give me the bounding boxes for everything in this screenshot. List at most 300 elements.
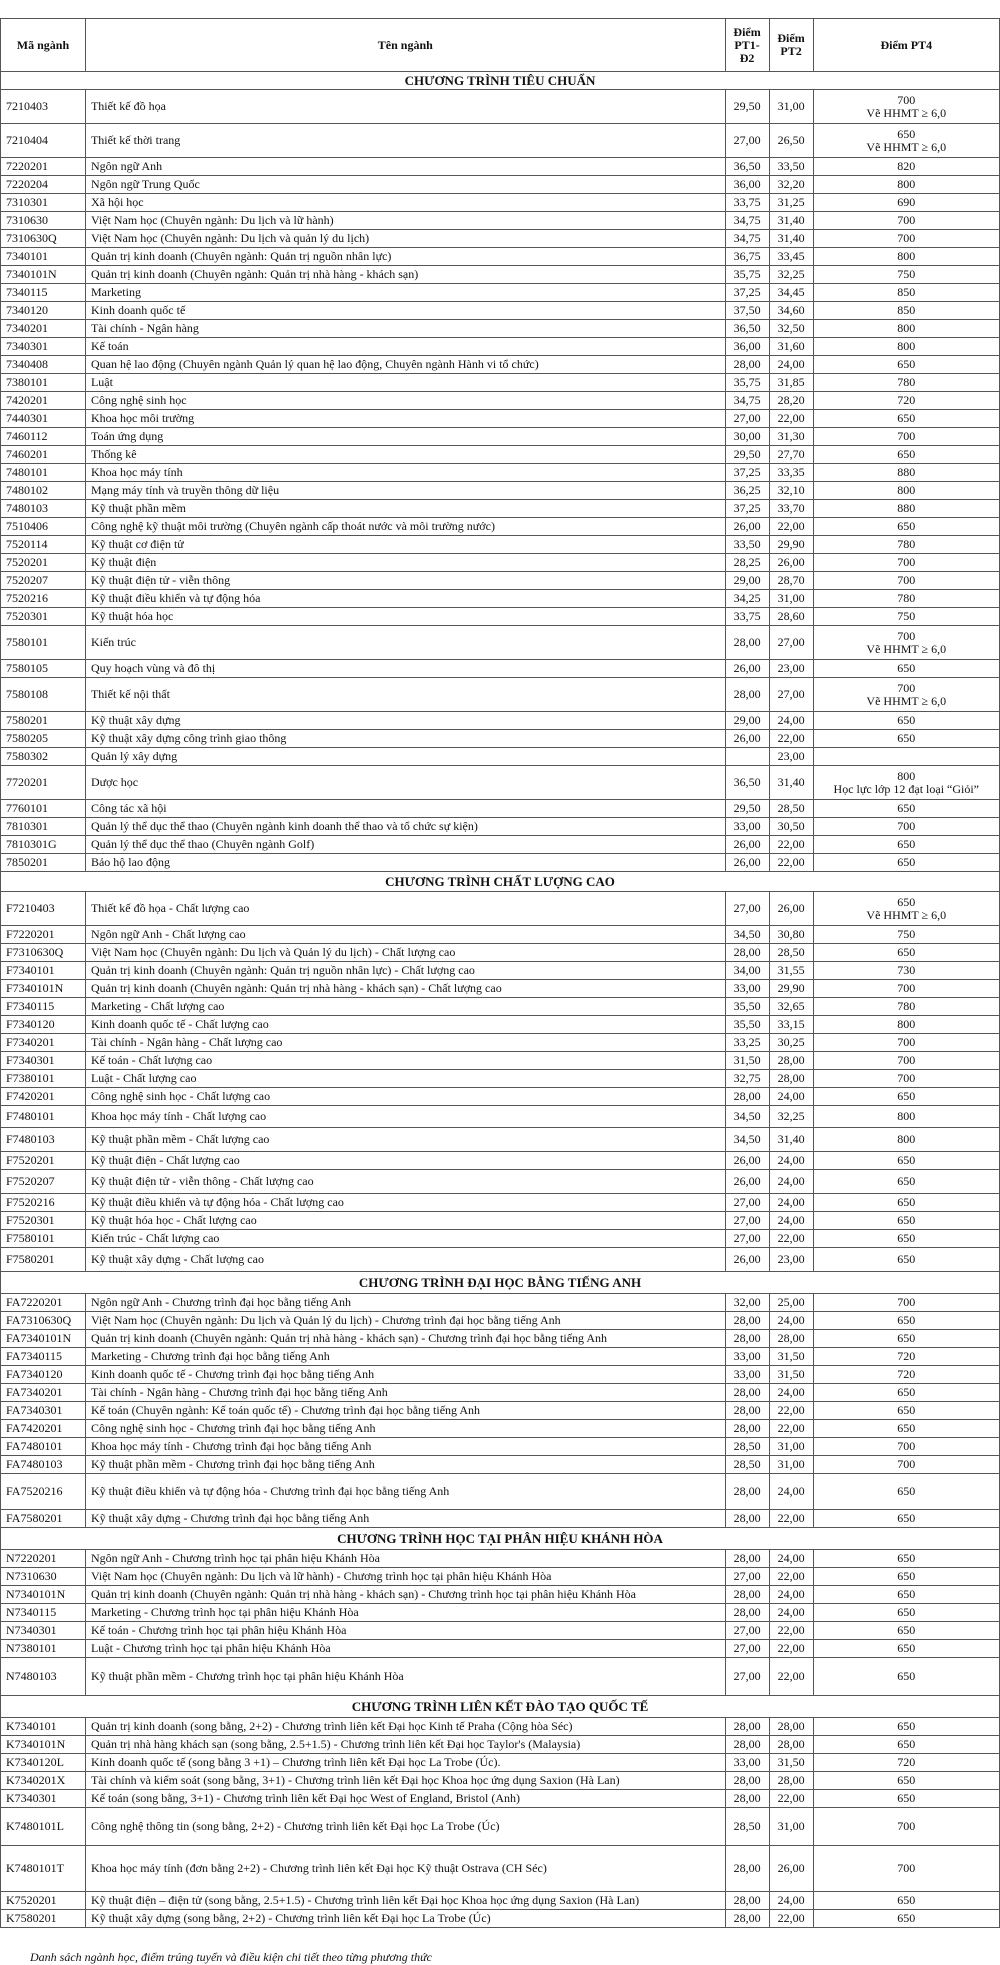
score-pt2-cell: 26,00 <box>769 1846 813 1892</box>
program-code-cell: K7340201X <box>1 1772 86 1790</box>
table-row <box>1 1106 1000 1128</box>
program-code-cell: 7310301 <box>1 194 86 212</box>
program-name-cell: Marketing <box>85 284 725 302</box>
section-title: CHƯƠNG TRÌNH CHẤT LƯỢNG CAO <box>1 872 1000 892</box>
score-pt1-cell: 26,00 <box>725 1170 769 1194</box>
program-code-cell: FA7220201 <box>1 1294 86 1312</box>
program-code-cell: 7520201 <box>1 554 86 572</box>
table-row <box>1 1586 1000 1604</box>
table-row <box>1 712 1000 730</box>
score-pt2-cell: 34,45 <box>769 284 813 302</box>
score-pt2-cell: 31,50 <box>769 1366 813 1384</box>
score-pt4-cell: 800 <box>813 1106 999 1128</box>
score-pt4-cell: 700 <box>813 554 999 572</box>
score-pt4-cell: 650 <box>813 1910 999 1928</box>
program-name-cell: Quản trị kinh doanh (Chuyên ngành: Quản trị nguồn nhân lực) <box>85 248 725 266</box>
program-name-cell: Quản lý xây dựng <box>85 748 725 766</box>
program-code-cell: 7520207 <box>1 572 86 590</box>
score-pt1-cell: 29,50 <box>725 446 769 464</box>
table-body <box>1 72 1000 1928</box>
score-pt2-cell: 29,90 <box>769 536 813 554</box>
program-code-cell: FA7520216 <box>1 1474 86 1510</box>
program-code-cell: F7340301 <box>1 1052 86 1070</box>
score-pt4-cell: 780 <box>813 998 999 1016</box>
table-row <box>1 1438 1000 1456</box>
score-pt1-cell: 28,00 <box>725 1604 769 1622</box>
score-pt2-cell: 28,60 <box>769 608 813 626</box>
score-pt1-cell: 28,00 <box>725 1910 769 1928</box>
score-pt2-cell: 24,00 <box>769 1604 813 1622</box>
table-row <box>1 1248 1000 1272</box>
program-name-cell: Kinh doanh quốc tế <box>85 302 725 320</box>
program-code-cell: 7580101 <box>1 626 86 660</box>
program-name-cell: Kỹ thuật hóa học - Chất lượng cao <box>85 1212 725 1230</box>
score-pt2-cell: 32,10 <box>769 482 813 500</box>
score-pt4-cell: 650 <box>813 1212 999 1230</box>
program-code-cell: 7480101 <box>1 464 86 482</box>
score-pt4-cell: 650 Vẽ HHMT ≥ 6,0 <box>813 124 999 158</box>
score-pt1-cell: 34,00 <box>725 962 769 980</box>
score-pt4-cell: 750 <box>813 608 999 626</box>
score-pt2-cell: 30,50 <box>769 818 813 836</box>
score-pt1-cell: 28,00 <box>725 1790 769 1808</box>
score-pt1-cell: 36,50 <box>725 320 769 338</box>
score-pt4-cell: 750 <box>813 266 999 284</box>
score-pt2-cell: 22,00 <box>769 1910 813 1928</box>
program-code-cell: N7380101 <box>1 1640 86 1658</box>
program-name-cell: Marketing - Chương trình học tại phân hiệu Khánh Hòa <box>85 1604 725 1622</box>
score-pt1-cell: 34,25 <box>725 590 769 608</box>
program-name-cell: Kinh doanh quốc tế - Chương trình đại học bằng tiếng Anh <box>85 1366 725 1384</box>
score-pt4-cell: 650 <box>813 1330 999 1348</box>
score-pt2-cell: 31,50 <box>769 1754 813 1772</box>
program-code-cell: FA7340201 <box>1 1384 86 1402</box>
score-pt2-cell: 32,25 <box>769 266 813 284</box>
program-code-cell: N7480103 <box>1 1658 86 1696</box>
score-pt2-cell: 27,00 <box>769 626 813 660</box>
table-row <box>1 748 1000 766</box>
table-row <box>1 1474 1000 1510</box>
table-row <box>1 1892 1000 1910</box>
table-row <box>1 500 1000 518</box>
program-code-cell: 7340301 <box>1 338 86 356</box>
score-pt1-cell: 29,50 <box>725 90 769 124</box>
score-pt4-cell: 880 <box>813 500 999 518</box>
score-pt2-cell: 22,00 <box>769 518 813 536</box>
score-pt2-cell: 30,25 <box>769 1034 813 1052</box>
table-row <box>1 730 1000 748</box>
score-pt4-cell: 780 <box>813 590 999 608</box>
score-pt1-cell: 26,00 <box>725 854 769 872</box>
score-pt4-cell: 720 <box>813 392 999 410</box>
score-pt1-cell: 27,00 <box>725 1568 769 1586</box>
score-pt4-cell: 700 <box>813 1052 999 1070</box>
score-pt2-cell: 31,00 <box>769 590 813 608</box>
score-pt2-cell: 31,40 <box>769 766 813 800</box>
score-pt2-cell: 32,65 <box>769 998 813 1016</box>
score-pt1-cell: 28,50 <box>725 1456 769 1474</box>
score-pt4-cell: 800 <box>813 320 999 338</box>
program-name-cell: Công nghệ sinh học <box>85 392 725 410</box>
section-title: CHƯƠNG TRÌNH LIÊN KẾT ĐÀO TẠO QUỐC TẾ <box>1 1696 1000 1718</box>
table-row <box>1 980 1000 998</box>
score-pt1-cell: 28,00 <box>725 678 769 712</box>
score-pt1-cell: 37,25 <box>725 284 769 302</box>
score-pt4-cell: 650 <box>813 518 999 536</box>
program-name-cell: Dược học <box>85 766 725 800</box>
score-pt2-cell: 31,00 <box>769 1808 813 1846</box>
program-code-cell: FA7340101N <box>1 1330 86 1348</box>
program-name-cell: Kiến trúc - Chất lượng cao <box>85 1230 725 1248</box>
program-code-cell: F7520201 <box>1 1152 86 1170</box>
table-row <box>1 1604 1000 1622</box>
table-row <box>1 464 1000 482</box>
program-name-cell: Việt Nam học (Chuyên ngành: Du lịch và Quản lý du lịch) - Chất lượng cao <box>85 944 725 962</box>
score-pt2-cell: 31,55 <box>769 962 813 980</box>
program-code-cell: 7480102 <box>1 482 86 500</box>
score-pt1-cell: 28,00 <box>725 1736 769 1754</box>
score-pt2-cell: 31,00 <box>769 1438 813 1456</box>
program-name-cell: Quản trị kinh doanh (Chuyên ngành: Quản trị nhà hàng - khách sạn) - Chương trình đại học bằng tiếng Anh <box>85 1330 725 1348</box>
score-pt1-cell: 28,00 <box>725 1550 769 1568</box>
score-pt2-cell: 22,00 <box>769 1510 813 1528</box>
score-pt1-cell: 28,00 <box>725 1718 769 1736</box>
score-pt1-cell: 29,00 <box>725 572 769 590</box>
score-pt2-cell: 24,00 <box>769 712 813 730</box>
table-row <box>1 1622 1000 1640</box>
program-name-cell: Công nghệ sinh học - Chương trình đại học bằng tiếng Anh <box>85 1420 725 1438</box>
section-title: CHƯƠNG TRÌNH HỌC TẠI PHÂN HIỆU KHÁNH HÒA <box>1 1528 1000 1550</box>
table-row <box>1 90 1000 124</box>
program-name-cell: Quản trị kinh doanh (song bằng, 2+2) - Chương trình liên kết Đại học Kinh tế Praha (Cộng hòa Séc) <box>85 1718 725 1736</box>
program-code-cell: K7580201 <box>1 1910 86 1928</box>
program-code-cell: N7340301 <box>1 1622 86 1640</box>
table-row <box>1 678 1000 712</box>
score-pt2-cell: 23,00 <box>769 1248 813 1272</box>
score-pt1-cell: 28,00 <box>725 1420 769 1438</box>
program-code-cell: 7460112 <box>1 428 86 446</box>
table-row <box>1 410 1000 428</box>
score-pt4-cell: 700 <box>813 980 999 998</box>
score-pt4-cell: 650 <box>813 1402 999 1420</box>
score-pt4-cell: 720 <box>813 1366 999 1384</box>
program-code-cell: 7340101 <box>1 248 86 266</box>
score-pt4-cell: 650 <box>813 1622 999 1640</box>
program-code-cell: 7580108 <box>1 678 86 712</box>
program-code-cell: K7340301 <box>1 1790 86 1808</box>
score-pt2-cell: 33,45 <box>769 248 813 266</box>
score-pt4-cell: 700 <box>813 818 999 836</box>
program-name-cell: Việt Nam học (Chuyên ngành: Du lịch và lữ hành) <box>85 212 725 230</box>
score-pt1-cell: 36,00 <box>725 338 769 356</box>
program-name-cell: Công tác xã hội <box>85 800 725 818</box>
program-code-cell: F7580201 <box>1 1248 86 1272</box>
table-row <box>1 1294 1000 1312</box>
score-pt4-cell: 650 <box>813 660 999 678</box>
table-row <box>1 1230 1000 1248</box>
score-pt4-cell: 700 <box>813 1438 999 1456</box>
score-pt2-cell: 32,50 <box>769 320 813 338</box>
program-code-cell: 7580205 <box>1 730 86 748</box>
program-name-cell: Thiết kế nội thất <box>85 678 725 712</box>
score-pt2-cell: 26,00 <box>769 892 813 926</box>
program-name-cell: Kỹ thuật điều khiển và tự động hóa <box>85 590 725 608</box>
table-row <box>1 1510 1000 1528</box>
table-row <box>1 1366 1000 1384</box>
program-name-cell: Kỹ thuật điện <box>85 554 725 572</box>
score-pt1-cell: 33,75 <box>725 194 769 212</box>
program-code-cell: K7480101L <box>1 1808 86 1846</box>
header-pt2: Điểm PT2 <box>769 19 813 72</box>
table-row <box>1 1052 1000 1070</box>
score-pt2-cell: 22,00 <box>769 1568 813 1586</box>
score-pt2-cell: 24,00 <box>769 356 813 374</box>
table-row <box>1 1754 1000 1772</box>
program-code-cell: 7340101N <box>1 266 86 284</box>
program-code-cell: N7340101N <box>1 1586 86 1604</box>
table-row <box>1 892 1000 926</box>
table-row <box>1 482 1000 500</box>
program-name-cell: Việt Nam học (Chuyên ngành: Du lịch và lữ hành) - Chương trình học tại phân hiệu Khánh Hòa <box>85 1568 725 1586</box>
score-pt1-cell: 29,50 <box>725 800 769 818</box>
program-code-cell: F7340115 <box>1 998 86 1016</box>
score-pt4-cell: 800 <box>813 176 999 194</box>
score-pt2-cell: 24,00 <box>769 1550 813 1568</box>
program-code-cell: N7310630 <box>1 1568 86 1586</box>
program-name-cell: Ngôn ngữ Anh <box>85 158 725 176</box>
program-name-cell: Thống kê <box>85 446 725 464</box>
score-pt4-cell: 700 Vẽ HHMT ≥ 6,0 <box>813 626 999 660</box>
program-code-cell: N7220201 <box>1 1550 86 1568</box>
score-pt1-cell: 34,50 <box>725 1128 769 1152</box>
score-pt1-cell: 33,75 <box>725 608 769 626</box>
score-pt2-cell: 24,00 <box>769 1586 813 1604</box>
table-row <box>1 590 1000 608</box>
score-pt4-cell: 650 <box>813 1658 999 1696</box>
table-row <box>1 1070 1000 1088</box>
program-name-cell: Tài chính - Ngân hàng - Chất lượng cao <box>85 1034 725 1052</box>
section-title: CHƯƠNG TRÌNH TIÊU CHUẨN <box>1 72 1000 90</box>
score-pt2-cell: 28,00 <box>769 1052 813 1070</box>
score-pt4-cell <box>813 748 999 766</box>
program-name-cell: Quy hoạch vùng và đô thị <box>85 660 725 678</box>
program-name-cell: Quản trị kinh doanh (Chuyên ngành: Quản trị nguồn nhân lực) - Chất lượng cao <box>85 962 725 980</box>
score-pt2-cell: 33,35 <box>769 464 813 482</box>
program-name-cell: Kế toán <box>85 338 725 356</box>
score-pt1-cell: 36,00 <box>725 176 769 194</box>
score-pt1-cell: 30,00 <box>725 428 769 446</box>
program-code-cell: 7510406 <box>1 518 86 536</box>
score-pt2-cell: 29,90 <box>769 980 813 998</box>
score-pt2-cell: 30,80 <box>769 926 813 944</box>
score-pt4-cell: 720 <box>813 1348 999 1366</box>
program-name-cell: Công nghệ sinh học - Chất lượng cao <box>85 1088 725 1106</box>
score-pt4-cell: 750 <box>813 926 999 944</box>
program-code-cell: F7220201 <box>1 926 86 944</box>
table-row <box>1 572 1000 590</box>
table-row <box>1 1212 1000 1230</box>
program-name-cell: Kỹ thuật phần mềm - Chương trình học tại phân hiệu Khánh Hòa <box>85 1658 725 1696</box>
table-row <box>1 248 1000 266</box>
score-pt4-cell: 700 <box>813 230 999 248</box>
program-name-cell: Khoa học máy tính - Chương trình đại học bằng tiếng Anh <box>85 1438 725 1456</box>
score-pt1-cell: 26,00 <box>725 836 769 854</box>
score-pt1-cell: 28,00 <box>725 1384 769 1402</box>
program-name-cell: Quản trị kinh doanh (Chuyên ngành: Quản trị nhà hàng - khách sạn) - Chương trình học tại phân hiệu Khánh Hòa <box>85 1586 725 1604</box>
score-pt1-cell: 35,50 <box>725 998 769 1016</box>
program-name-cell: Kỹ thuật xây dựng - Chất lượng cao <box>85 1248 725 1272</box>
header-ma-nganh: Mã ngành <box>1 19 86 72</box>
section-header-row <box>1 872 1000 892</box>
table-header-row <box>1 19 1000 72</box>
program-code-cell: F7480103 <box>1 1128 86 1152</box>
score-pt2-cell: 31,25 <box>769 194 813 212</box>
table-row <box>1 1846 1000 1892</box>
table-row <box>1 1016 1000 1034</box>
score-pt1-cell: 34,75 <box>725 230 769 248</box>
table-row <box>1 1348 1000 1366</box>
score-pt1-cell: 33,00 <box>725 1754 769 1772</box>
score-pt4-cell: 720 <box>813 1754 999 1772</box>
table-row <box>1 1034 1000 1052</box>
score-pt2-cell: 34,60 <box>769 302 813 320</box>
score-pt4-cell: 650 <box>813 1194 999 1212</box>
program-code-cell: 7340408 <box>1 356 86 374</box>
table-row <box>1 1456 1000 1474</box>
score-pt1-cell: 28,00 <box>725 1474 769 1510</box>
program-name-cell: Kỹ thuật cơ điện tử <box>85 536 725 554</box>
table-row <box>1 446 1000 464</box>
table-row <box>1 660 1000 678</box>
score-pt1-cell: 26,00 <box>725 518 769 536</box>
score-pt4-cell: 650 <box>813 1248 999 1272</box>
program-code-cell: F7580101 <box>1 1230 86 1248</box>
program-name-cell: Kỹ thuật điện tử - viễn thông <box>85 572 725 590</box>
score-pt1-cell: 35,50 <box>725 1016 769 1034</box>
program-name-cell: Marketing - Chất lượng cao <box>85 998 725 1016</box>
table-row <box>1 158 1000 176</box>
program-name-cell: Tài chính và kiểm soát (song bằng, 3+1) - Chương trình liên kết Đại học Khoa học ứng dụng Saxion (Hà Lan) <box>85 1772 725 1790</box>
score-pt4-cell: 700 Vẽ HHMT ≥ 6,0 <box>813 90 999 124</box>
table-row <box>1 1330 1000 1348</box>
program-code-cell: 7340115 <box>1 284 86 302</box>
program-code-cell: 7210404 <box>1 124 86 158</box>
score-pt2-cell: 33,15 <box>769 1016 813 1034</box>
score-pt4-cell: 650 <box>813 1420 999 1438</box>
score-pt4-cell: 780 <box>813 536 999 554</box>
table-row <box>1 356 1000 374</box>
table-row <box>1 1194 1000 1212</box>
program-name-cell: Kế toán - Chương trình học tại phân hiệu Khánh Hòa <box>85 1622 725 1640</box>
program-code-cell: 7220204 <box>1 176 86 194</box>
program-code-cell: 7340120 <box>1 302 86 320</box>
score-pt2-cell: 22,00 <box>769 1790 813 1808</box>
table-row <box>1 1640 1000 1658</box>
score-pt4-cell: 650 <box>813 1152 999 1170</box>
program-code-cell: FA7580201 <box>1 1510 86 1528</box>
score-pt4-cell: 850 <box>813 302 999 320</box>
score-pt4-cell: 700 <box>813 212 999 230</box>
program-name-cell: Kinh doanh quốc tế - Chất lượng cao <box>85 1016 725 1034</box>
table-row <box>1 1658 1000 1696</box>
table-row <box>1 944 1000 962</box>
table-row <box>1 1808 1000 1846</box>
score-pt2-cell: 31,00 <box>769 90 813 124</box>
score-pt1-cell: 34,75 <box>725 392 769 410</box>
score-pt4-cell: 650 <box>813 800 999 818</box>
score-pt2-cell: 22,00 <box>769 1658 813 1696</box>
program-name-cell: Quản trị kinh doanh (Chuyên ngành: Quản trị nhà hàng - khách sạn) <box>85 266 725 284</box>
score-pt4-cell: 700 <box>813 1034 999 1052</box>
score-pt1-cell: 28,00 <box>725 1088 769 1106</box>
score-pt2-cell: 28,00 <box>769 1330 813 1348</box>
program-code-cell: 7520301 <box>1 608 86 626</box>
score-pt2-cell: 22,00 <box>769 730 813 748</box>
score-pt1-cell: 28,00 <box>725 944 769 962</box>
score-pt2-cell: 28,50 <box>769 944 813 962</box>
program-name-cell: Kế toán (song bằng, 3+1) - Chương trình liên kết Đại học West of England, Bristol (Anh) <box>85 1790 725 1808</box>
table-row <box>1 284 1000 302</box>
score-pt2-cell: 22,00 <box>769 410 813 428</box>
program-name-cell: Kỹ thuật điện - Chất lượng cao <box>85 1152 725 1170</box>
program-name-cell: Kỹ thuật xây dựng công trình giao thông <box>85 730 725 748</box>
score-pt1-cell: 28,00 <box>725 1772 769 1790</box>
score-pt1-cell: 27,00 <box>725 892 769 926</box>
program-name-cell: Kỹ thuật xây dựng <box>85 712 725 730</box>
table-row <box>1 1384 1000 1402</box>
program-name-cell: Luật - Chất lượng cao <box>85 1070 725 1088</box>
score-pt4-cell: 800 Học lực lớp 12 đạt loại “Giỏi” <box>813 766 999 800</box>
score-pt4-cell: 700 <box>813 1294 999 1312</box>
table-row <box>1 1910 1000 1928</box>
program-code-cell: 7720201 <box>1 766 86 800</box>
table-row <box>1 1550 1000 1568</box>
score-pt1-cell: 28,00 <box>725 1892 769 1910</box>
score-pt4-cell: 650 <box>813 1312 999 1330</box>
table-row <box>1 608 1000 626</box>
program-code-cell: F7340120 <box>1 1016 86 1034</box>
table-row <box>1 518 1000 536</box>
program-code-cell: 7420201 <box>1 392 86 410</box>
program-name-cell: Quản trị nhà hàng khách sạn (song bằng, 2.5+1.5) - Chương trình liên kết Đại học Taylor's (Malaysia) <box>85 1736 725 1754</box>
section-header-row <box>1 1696 1000 1718</box>
table-row <box>1 1568 1000 1586</box>
program-code-cell: FA7340301 <box>1 1402 86 1420</box>
table-row <box>1 1718 1000 1736</box>
score-pt1-cell: 28,00 <box>725 626 769 660</box>
program-code-cell: 7520216 <box>1 590 86 608</box>
table-row <box>1 536 1000 554</box>
program-name-cell: Khoa học máy tính - Chất lượng cao <box>85 1106 725 1128</box>
header-pt1: Điểm PT1-Đ2 <box>725 19 769 72</box>
score-pt4-cell: 650 <box>813 1586 999 1604</box>
score-pt4-cell: 800 <box>813 1128 999 1152</box>
program-code-cell: F7520207 <box>1 1170 86 1194</box>
score-pt4-cell: 650 <box>813 1736 999 1754</box>
score-pt2-cell: 22,00 <box>769 1622 813 1640</box>
table-row <box>1 374 1000 392</box>
program-code-cell: 7810301G <box>1 836 86 854</box>
program-name-cell: Quan hệ lao động (Chuyên ngành Quản lý quan hệ lao động, Chuyên ngành Hành vi tổ chức) <box>85 356 725 374</box>
score-pt4-cell: 650 <box>813 1892 999 1910</box>
program-name-cell: Công nghệ thông tin (song bằng, 2+2) - Chương trình liên kết Đại học La Trobe (Úc) <box>85 1808 725 1846</box>
score-pt2-cell: 31,85 <box>769 374 813 392</box>
score-pt4-cell: 820 <box>813 158 999 176</box>
score-pt2-cell: 22,00 <box>769 1640 813 1658</box>
program-name-cell: Kỹ thuật hóa học <box>85 608 725 626</box>
score-pt2-cell: 31,60 <box>769 338 813 356</box>
score-pt1-cell: 26,00 <box>725 660 769 678</box>
